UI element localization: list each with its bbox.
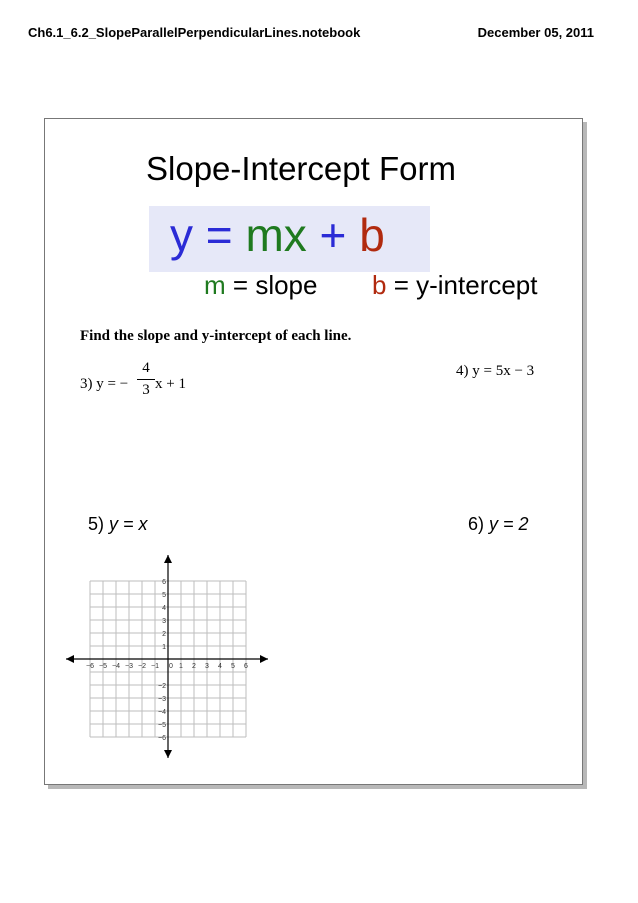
x-tick-label: −5 bbox=[99, 663, 107, 670]
x-tick-label: 6 bbox=[244, 663, 248, 670]
x-tick-label: 3 bbox=[205, 663, 209, 670]
problem-6-number: 6) bbox=[468, 514, 485, 534]
fraction-bar bbox=[137, 379, 155, 380]
x-tick-label: −4 bbox=[112, 663, 120, 670]
eq-x: x bbox=[283, 209, 307, 261]
header-filename: Ch6.1_6.2_SlopeParallelPerpendicularLines.notebook bbox=[28, 25, 361, 40]
problem-3-fraction bbox=[137, 361, 155, 398]
y-tick-label: −2 bbox=[158, 683, 166, 690]
x-tick-label: −1 bbox=[151, 663, 159, 670]
x-tick-label: 1 bbox=[179, 663, 183, 670]
eq-equals: = bbox=[205, 209, 233, 261]
x-tick-label: 5 bbox=[231, 663, 235, 670]
legend-b-var: b bbox=[372, 270, 387, 300]
y-axis-arrow-down bbox=[164, 750, 172, 758]
eq-plus: + bbox=[319, 209, 347, 261]
x-tick-label: −3 bbox=[125, 663, 133, 670]
page-title: Slope-Intercept Form bbox=[146, 150, 456, 187]
fraction-numerator: 4 bbox=[142, 360, 150, 376]
eq-m: m bbox=[245, 209, 284, 261]
problem-5 bbox=[88, 514, 148, 535]
y-tick-label: 1 bbox=[162, 644, 166, 651]
problem-4: 4) y = 5x − 3 bbox=[456, 363, 535, 379]
legend-slope bbox=[204, 270, 317, 301]
y-tick-label: 2 bbox=[162, 631, 166, 638]
y-axis-arrow-up bbox=[164, 555, 172, 563]
y-tick-label: −4 bbox=[158, 709, 166, 716]
x-tick-label: 0 bbox=[169, 663, 173, 670]
y-tick-label: 5 bbox=[162, 592, 166, 599]
x-tick-label: −6 bbox=[86, 663, 94, 670]
eq-b: b bbox=[359, 209, 385, 261]
problem-6-equation: y = 2 bbox=[489, 514, 529, 534]
legend-m-var: m bbox=[204, 270, 226, 300]
legend-intercept bbox=[372, 270, 538, 301]
problem-3-rest: x + 1 bbox=[155, 376, 186, 392]
problem-5-number: 5) bbox=[88, 514, 105, 534]
fraction-denominator: 3 bbox=[142, 382, 150, 398]
problem-5-equation: y = x bbox=[109, 514, 148, 534]
legend-m-text: = slope bbox=[232, 270, 318, 300]
y-tick-label: −5 bbox=[158, 722, 166, 729]
x-axis-arrow-right bbox=[260, 655, 268, 663]
y-tick-label: 3 bbox=[162, 618, 166, 625]
y-tick-label: 4 bbox=[162, 605, 166, 612]
x-tick-label: −2 bbox=[138, 663, 146, 670]
problem-3-prefix: 3) y = − bbox=[80, 376, 129, 392]
coordinate-grid bbox=[64, 553, 270, 760]
y-tick-label: 6 bbox=[162, 579, 166, 586]
y-tick-label: −3 bbox=[158, 696, 166, 703]
instructions: Find the slope and y-intercept of each line. bbox=[80, 328, 352, 344]
x-tick-label: 2 bbox=[192, 663, 196, 670]
eq-y: y bbox=[170, 209, 193, 261]
x-axis-arrow-left bbox=[66, 655, 74, 663]
x-tick-label: 4 bbox=[218, 663, 222, 670]
legend-b-text: = y-intercept bbox=[393, 270, 538, 300]
problem-6 bbox=[468, 514, 529, 535]
slope-intercept-equation bbox=[170, 207, 385, 263]
header-date: December 05, 2011 bbox=[477, 25, 594, 40]
y-tick-label: −6 bbox=[158, 735, 166, 742]
